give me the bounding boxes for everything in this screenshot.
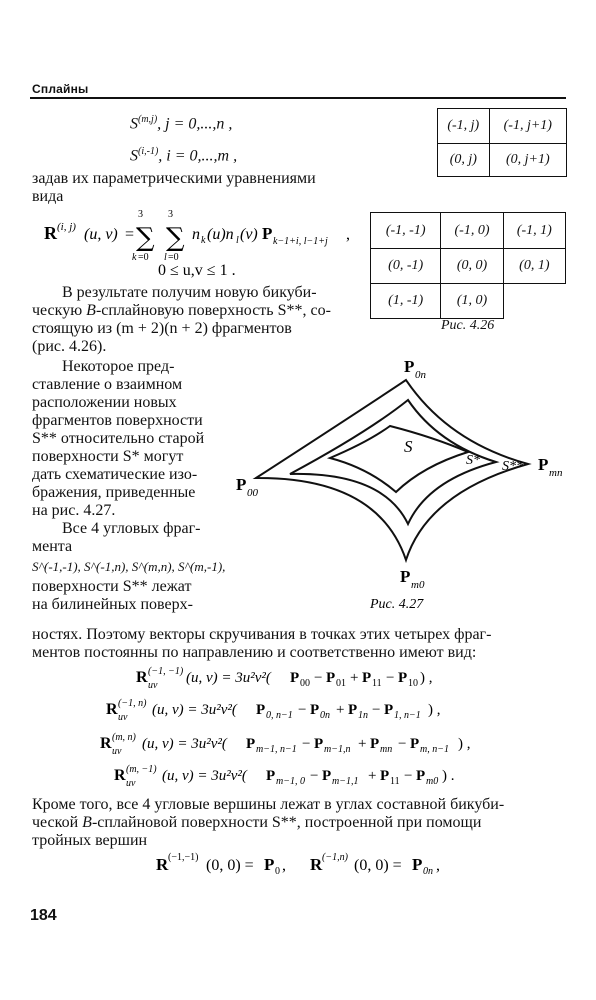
svg-text:∑: ∑ (166, 223, 185, 253)
text-line: дать схематические изо- (32, 466, 198, 483)
svg-text:R: R (156, 855, 169, 874)
svg-text:(−1,−1): (−1,−1) (168, 852, 199, 863)
svg-text:m0: m0 (426, 776, 439, 787)
text-line: ностях. Поэтому векторы скручивания в точках этих четырех фраг- (32, 626, 492, 643)
svg-text:01: 01 (336, 678, 346, 689)
text-line: вида (32, 188, 64, 205)
svg-text:−: − (398, 736, 407, 752)
text-line: ментов постоянны по направлению и соответственно имеют вид: (32, 644, 477, 661)
svg-text:k−1+i, l−1+j: k−1+i, l−1+j (273, 236, 328, 247)
svg-text:l: l (164, 252, 167, 263)
twist-formula-4 (114, 764, 455, 789)
svg-text:P: P (290, 670, 300, 686)
svg-text:,: , (436, 857, 440, 874)
text-line: ставление о взаимном (32, 376, 183, 393)
svg-text:(0, 0) =: (0, 0) = (206, 857, 254, 874)
svg-text:k: k (132, 252, 137, 263)
formula-s-mj: S$^{(m,j)}$, j = 0,...,n , (130, 114, 233, 133)
text-line: фрагментов поверхности (32, 412, 203, 429)
svg-text:R: R (114, 767, 126, 784)
svg-text:=0: =0 (138, 252, 149, 263)
svg-text:P: P (314, 736, 324, 752)
svg-text:−: − (314, 670, 323, 686)
label-s1: S* (466, 453, 480, 468)
svg-text:) ,: ) , (458, 736, 471, 752)
svg-text:=0: =0 (168, 252, 179, 263)
svg-text:1, n−1: 1, n−1 (394, 710, 421, 721)
table-bottom (370, 212, 566, 319)
svg-text:−: − (298, 702, 307, 718)
text-line: поверхности S** лежат (32, 578, 192, 595)
svg-text:R: R (136, 669, 148, 686)
svg-text:uv: uv (118, 712, 128, 723)
svg-text:+: + (350, 670, 359, 686)
text-line: поверхности S* могут (32, 448, 184, 465)
text-line: Некоторое пред- (62, 358, 175, 375)
label-s2: S** (502, 459, 523, 474)
svg-text:m−1,1: m−1,1 (332, 776, 359, 787)
svg-text:P: P (322, 768, 332, 784)
svg-text:m−1,n: m−1,n (324, 744, 351, 755)
svg-text:P: P (326, 670, 336, 686)
figure-caption-4-26: Рис. 4.26 (441, 318, 495, 333)
svg-text:0n: 0n (320, 710, 330, 721)
svg-text:(u, v) = 3u²v²(: (u, v) = 3u²v²( (162, 768, 247, 784)
svg-text:P: P (264, 855, 275, 874)
text-line: мента (32, 538, 73, 555)
figure-caption-4-27: Рис. 4.27 (370, 597, 424, 610)
twist-formula-3 (100, 732, 471, 757)
svg-text:m0: m0 (411, 579, 425, 591)
svg-text:3: 3 (138, 209, 143, 220)
svg-text:P: P (266, 768, 276, 784)
svg-text:(u)n: (u)n (207, 226, 234, 243)
svg-text:P: P (348, 702, 358, 718)
svg-text:+: + (336, 702, 345, 718)
table-cell: (-1, -1) (371, 213, 441, 249)
table-cell: (-1, j) (438, 109, 490, 144)
svg-text:P: P (416, 768, 426, 784)
svg-text:1n: 1n (358, 710, 368, 721)
constraint: 0 ≤ u,v ≤ 1 . (158, 262, 236, 279)
table-cell: (-1, 1) (503, 213, 565, 249)
svg-text:−: − (310, 768, 319, 784)
text-line: на рис. 4.27. (32, 502, 116, 519)
vertex-formula (150, 846, 450, 880)
label-pm0: P (400, 567, 411, 586)
svg-text:P: P (370, 736, 380, 752)
svg-text:−: − (386, 670, 395, 686)
svg-text:uv: uv (112, 746, 122, 757)
table-cell: (1, 0) (441, 284, 503, 319)
svg-text:00: 00 (300, 678, 310, 689)
svg-text:uv: uv (126, 778, 136, 789)
text-line: бражения, приведенные (32, 484, 196, 501)
header-rule (30, 97, 566, 99)
svg-text:) ,: ) , (420, 670, 433, 686)
text-line: Кроме того, все 4 угловые вершины лежат в углах составной бикуби- (32, 796, 505, 813)
table-cell: (0, j) (438, 144, 490, 177)
svg-text:(u, v): (u, v) (84, 226, 118, 243)
svg-text:3: 3 (168, 209, 173, 220)
svg-text:P: P (362, 670, 372, 686)
svg-text:P: P (398, 670, 408, 686)
table-cell: (0, 1) (503, 249, 565, 284)
svg-text:11: 11 (390, 776, 400, 787)
svg-text:mn: mn (380, 744, 393, 755)
svg-text:(m, −1): (m, −1) (126, 764, 157, 775)
svg-text:P: P (412, 855, 423, 874)
svg-text:(v): (v) (240, 226, 258, 243)
svg-text:mn: mn (549, 467, 563, 479)
text-line: Все 4 угловых фраг- (62, 520, 201, 537)
svg-text:(u, v) = 3u²v²(: (u, v) = 3u²v²( (142, 736, 227, 752)
svg-text:−: − (372, 702, 381, 718)
table-cell: (0, j+1) (489, 144, 566, 177)
paragraph-narrow (32, 358, 226, 614)
svg-text:(−1, n): (−1, n) (118, 698, 147, 709)
text-line: тройных вершин (32, 832, 148, 849)
svg-text:R: R (310, 855, 323, 874)
svg-text:P: P (384, 702, 394, 718)
figure-4-27 (228, 352, 568, 610)
svg-text:(u, v) = 3u²v²(: (u, v) = 3u²v²( (186, 670, 271, 686)
svg-text:) ,: ) , (428, 702, 441, 718)
text-line-fragments: S^(-1,-1), S^(-1,n), S^(m,n), S^(m,-1), (32, 559, 226, 574)
svg-text:(−1, −1): (−1, −1) (148, 666, 184, 677)
label-s: S (404, 437, 413, 456)
svg-text:−: − (302, 736, 311, 752)
svg-text:P: P (262, 224, 273, 243)
svg-text:+: + (358, 736, 367, 752)
svg-text:m, n−1: m, n−1 (420, 744, 449, 755)
svg-text:R: R (44, 223, 57, 243)
svg-text:11: 11 (372, 678, 382, 689)
svg-text:R: R (106, 701, 118, 718)
svg-text:n: n (192, 226, 200, 243)
svg-text:0n: 0n (423, 866, 433, 877)
text-line: (рис. 4.26). (32, 338, 107, 355)
svg-text:) .: ) . (442, 768, 455, 784)
svg-text:0n: 0n (415, 369, 426, 381)
svg-text:(i, j): (i, j) (57, 221, 76, 233)
svg-text:P: P (410, 736, 420, 752)
twist-formulas (100, 660, 520, 792)
svg-text:P: P (246, 736, 256, 752)
svg-text:(0, 0) =: (0, 0) = (354, 857, 402, 874)
text-line: задав их параметрическими уравнениями (32, 170, 316, 187)
svg-text:P: P (310, 702, 320, 718)
svg-text:(m, n): (m, n) (112, 732, 136, 743)
svg-text:10: 10 (408, 678, 418, 689)
svg-text:,: , (346, 226, 350, 243)
table-cell: (-1, 0) (441, 213, 503, 249)
formula-s-i-1: $S^{(i,-1)}$, i = 0,...,m , (130, 146, 238, 165)
text-line: ческую B-сплайновую поверхность S**, со- (32, 302, 331, 319)
table-cell: (-1, j+1) (489, 109, 566, 144)
label-pmn: P (538, 455, 549, 474)
svg-text:P: P (380, 768, 390, 784)
svg-text:0: 0 (275, 866, 280, 877)
svg-text:−: − (404, 768, 413, 784)
label-p00: P (236, 475, 247, 494)
text-line: ческой B-сплайновой поверхности S**, построенной при помощи (32, 814, 482, 831)
table-cell: (0, -1) (371, 249, 441, 284)
table-cell: (1, -1) (371, 284, 441, 319)
twist-formula-2 (106, 698, 441, 723)
text-line: S** относительно старой (32, 430, 205, 447)
main-formula (40, 204, 370, 280)
table-top (437, 108, 567, 177)
svg-text:k: k (201, 235, 206, 246)
svg-text:m−1, n−1: m−1, n−1 (256, 744, 297, 755)
svg-text:P: P (256, 702, 266, 718)
svg-text:R: R (100, 735, 112, 752)
svg-text:(u, v) = 3u²v²(: (u, v) = 3u²v²( (152, 702, 237, 718)
text-line: на билинейных поверх- (32, 596, 193, 613)
twist-formula-1 (136, 666, 433, 691)
label-p0n: P (404, 357, 415, 376)
svg-text:∑: ∑ (136, 223, 155, 253)
table-cell-empty (503, 284, 565, 319)
svg-text:,: , (282, 857, 286, 874)
page-number: 184 (30, 907, 57, 924)
text-line: стоящую из (m + 2)(n + 2) фрагментов (32, 320, 292, 337)
text-line: расположении новых (32, 394, 177, 411)
table-cell: (0, 0) (441, 249, 503, 284)
svg-text:(−1,n): (−1,n) (322, 852, 348, 863)
svg-text:m−1, 0: m−1, 0 (276, 776, 305, 787)
svg-text:+: + (368, 768, 377, 784)
running-header: Сплайны (32, 82, 89, 96)
text-line: В результате получим новую бикуби- (62, 284, 317, 301)
svg-text:00: 00 (247, 487, 258, 499)
svg-text:0, n−1: 0, n−1 (266, 710, 293, 721)
svg-text:=: = (125, 226, 135, 243)
svg-text:uv: uv (148, 680, 158, 691)
svg-text:l: l (236, 235, 239, 246)
